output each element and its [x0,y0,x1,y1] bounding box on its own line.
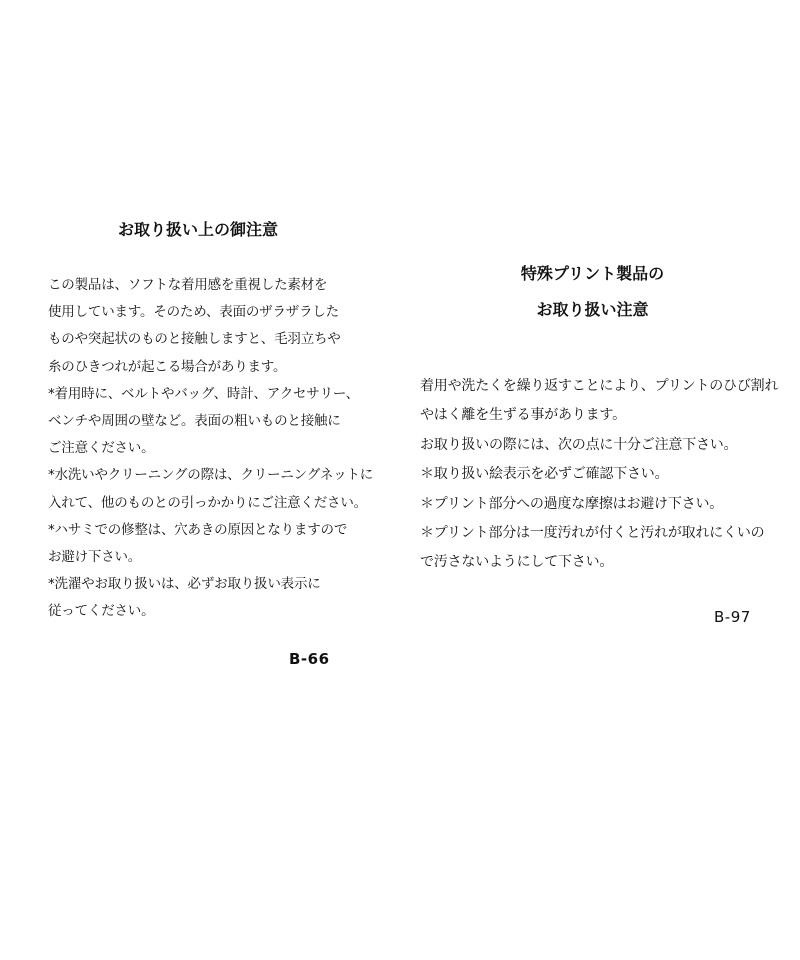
print-care-line: 着用や洗たくを繰り返すことにより、プリントのひび割れ [420,378,779,394]
label-code-b97: B-97 [714,608,751,626]
care-notice-line: *ハサミでの修整は、穴あきの原因となりますので [48,521,348,538]
care-notice-line: ものや突起状のものと接触しますと、毛羽立ちや [48,331,341,348]
care-notice-line: *着用時に、ベルトやバッグ、時計、アクセサリー、 [48,385,359,402]
care-notice-line: お避け下さい。 [48,549,142,566]
care-notice-title: お取り扱い上の御注意 [117,220,278,239]
care-notice-line: 入れて、他のものとの引っかかりにご注意ください。 [48,494,367,511]
print-care-title [420,256,765,328]
care-notice-line: ご注意ください。 [48,440,155,457]
care-notice-line: 従ってください。 [48,603,155,620]
print-care-line: やはく離を生ずる事があります。 [420,407,626,424]
print-care-body [420,372,779,578]
print-care-line: ＊プリント部分への過度な摩擦はお避け下さい。 [420,495,724,512]
care-notice-line: この製品は、ソフトな着用感を重視した素材を [48,277,328,293]
care-notice-line: ベンチや周囲の壁など。表面の粗いものと接触に [48,413,341,430]
care-notice-label-b66 [48,212,374,626]
care-notice-line: 使用しています。そのため、表面のザラザラした [48,304,339,321]
care-notice-line: *水洗いやクリーニングの際は、クリーニングネットに [48,467,374,484]
print-care-label-b97 [420,256,779,578]
print-care-line: で汚さないようにして下さい。 [420,554,614,571]
print-care-line: お取り扱いの際には、次の点に十分ご注意下さい。 [420,436,738,453]
print-care-line: ＊取り扱い絵表示を必ずご確認下さい。 [420,466,669,483]
label-code-b66: B-66 [289,650,330,668]
care-notice-line: *洗濯やお取り扱いは、必ずお取り扱い表示に [48,576,321,593]
print-care-title-line1: 特殊プリント製品の [520,264,665,283]
print-care-title-line2: お取り扱い注意 [536,300,649,319]
care-notice-line: 糸のひきつれが起こる場合があります。 [48,358,287,375]
print-care-line: ＊プリント部分は一度汚れが付くと汚れが取れにくいの [420,525,765,542]
care-notice-body [48,272,374,626]
